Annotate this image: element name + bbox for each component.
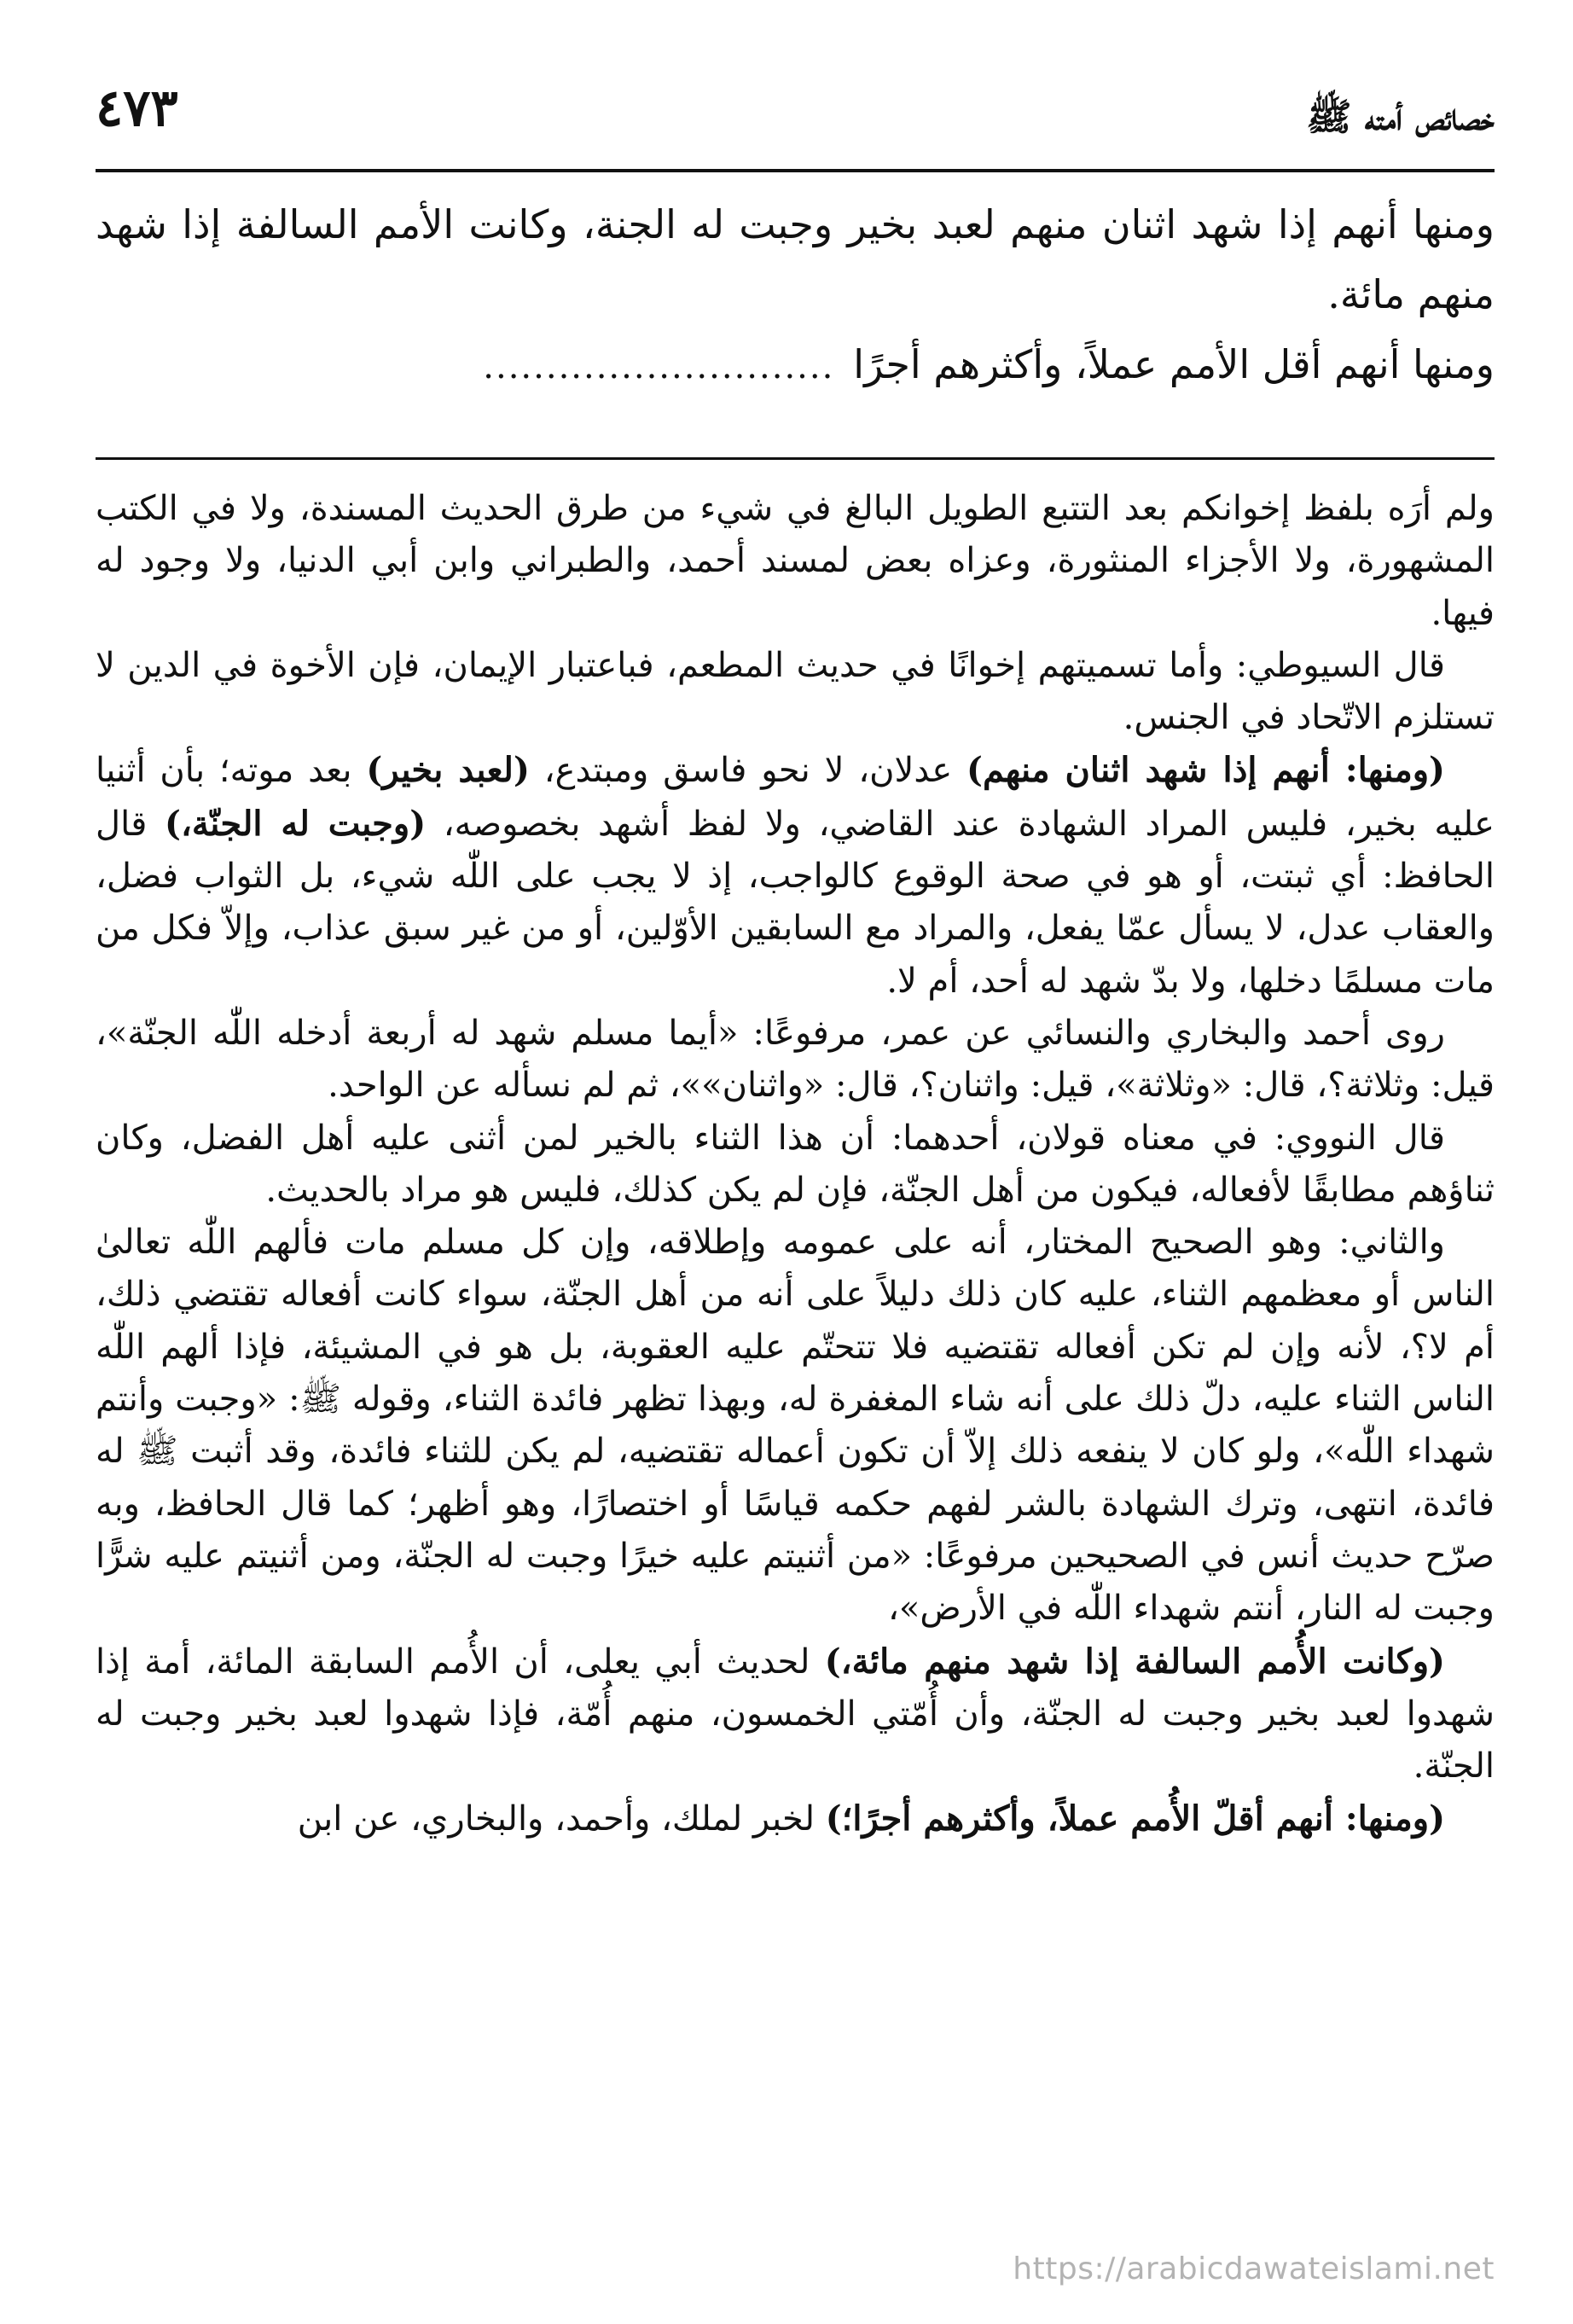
sharh-paragraph-5: قال النووي: في معناه قولان، أحدهما: أن هذا الثناء بالخير لمن أثنى عليه أهل الفضل، وكان ثناؤهم مطابقًا لأفعاله، فيكون من أهل الجنّة، فإن لم يكن كذلك، فليس هو مراد بالحديث. (96, 1118, 1495, 1210)
quoted-matn-phrase: (لعبد بخير) (366, 750, 530, 791)
sharh-paragraph-6: والثاني: وهو الصحيح المختار، أنه على عمومه وإطلاقه، وإن كل مسلم مات فألهم اللّٰه تعالىٰ الناس أو معظمهم الثناء، عليه كان ذلك دليلاً على أنه من أهل الجنّة، سواء كانت أفعاله تقتضي ذلك، أم لا؟، لأنه وإن لم تكن أفعاله تقتضيه فلا تتحتّم عليه العقوبة، بل هو في المشيئة، فإذا ألهم اللّٰه الناس الثناء عليه، دلّ ذلك على أنه شاء المغفرة له، وبهذا تظهر فائدة الثناء، وقوله ﷺ: «وجبت وأنتم شهداء اللّٰه»، ولو كان لا ينفعه ذلك إلاّ أن تكون أعماله تقتضيه، لم يكن للثناء فائدة، وقد أثبت ﷺ له فائدة، انتهى، وترك الشهادة بالشر لفهم حكمه قياسًا أو اختصارًا، وهو أظهر؛ كما قال الحافظ، وبه صرّح حديث أنس في الصحيحين مرفوعًا: «من أثنيتم عليه خيرًا وجبت له الجنّة، ومن أثنيتم عليه شرًّا وجبت له النار، أنتم شهداء اللّٰه في الأرض»، (96, 1223, 1495, 1629)
commentary-text: لخبر لملك، وأحمد، والبخاري، عن ابن (297, 1799, 826, 1839)
matn-text (96, 189, 1495, 402)
matn-dots: ............................ (483, 347, 835, 386)
header-rule (96, 169, 1495, 172)
quoted-matn-phrase: (وجبت له الجنّة،) (165, 803, 427, 844)
running-title: خصائص أمته ﷺ (1306, 96, 1495, 139)
sharh-paragraph-8 (96, 1792, 1495, 1845)
sharh-text (96, 483, 1495, 1846)
watermark-url: https://arabicdawateislami.net (1013, 2251, 1495, 2286)
matn-line-1: ومنها أنهم إذا شهد اثنان منهم لعبد بخير وجبت له الجنة، وكانت الأمم السالفة إذا شهد منهم مائة. (96, 201, 1495, 317)
quoted-matn-phrase: (ومنها: أنهم أقلّ الأُمم عملاً، وأكثرهم أجرًا؛) (825, 1798, 1445, 1839)
sharh-paragraph-1: ولم أرَه بلفظ إخوانكم بعد التتبع الطويل البالغ في شيء من طرق الحديث المسندة، ولا في الكتب المشهورة، ولا الأجزاء المنثورة، وعزاه بعض لمسند أحمد، والطبراني وابن أبي الدنيا، ولا وجود له فيها. (96, 489, 1495, 633)
page-header (96, 78, 1495, 147)
quoted-matn-phrase: (وكانت الأُمم السالفة إذا شهد منهم مائة،) (824, 1641, 1445, 1682)
matn-line-2-text: ومنها أنهم أقل الأمم عملاً، وأكثرهم أجرًا (853, 341, 1495, 387)
commentary-text: لحديث أبي يعلى، أن الأُمم السابقة المائة، أمة إذا شهدوا لعبد بخير وجبت له الجنّة، وأن أُمّتي الخمسون، منهم أُمّة، فإذا شهدوا لعبد بخير وجبت له الجنّة. (96, 1641, 1495, 1787)
sharh-paragraph-3 (96, 744, 1495, 1007)
sharh-paragraph-7 (96, 1636, 1495, 1793)
sharh-paragraph-4: روى أحمد والبخاري والنسائي عن عمر، مرفوعًا: «أيما مسلم شهد له أربعة أدخله اللّٰه الجنّة»، قيل: وثلاثة؟، قال: «وثلاثة»، قيل: واثنان؟، قال: «واثنان»»، ثم لم نسأله عن الواحد. (96, 1013, 1495, 1106)
commentary-text: بعد موته؛ بأن أثنيا عليه بخير، فليس المراد الشهادة عند القاضي، ولا لفظ أشهد بخصوصه، (96, 751, 1495, 844)
sharh-paragraph-2: قال السيوطي: وأما تسميتهم إخوانًا في حديث المطعم، فباعتبار الإيمان، فإن الأخوة في الدين لا تستلزم الاتّحاد في الجنس. (96, 645, 1495, 738)
matn-line-2 (96, 329, 1495, 402)
matn-divider-rule (96, 457, 1495, 460)
quoted-matn-phrase: (ومنها: أنهم إذا شهد اثنان منهم) (966, 750, 1445, 791)
commentary-text: عدلان، لا نحو فاسق ومبتدع، (529, 751, 967, 791)
commentary-text: قال الحافظ: أي ثبتت، أو هو في صحة الوقوع كالواجب، إذ لا يجب على اللّٰه شيء، بل الثواب فضل، والعقاب عدل، لا يسأل عمّا يفعل، والمراد مع السابقين الأوّلين، أو من غير سبق عذاب، وإلاّ فكل من مات مسلمًا دخلها، ولا بدّ شهد له أحد، أم لا. (96, 804, 1495, 1001)
page-number: ٤٧٣ (96, 78, 178, 138)
